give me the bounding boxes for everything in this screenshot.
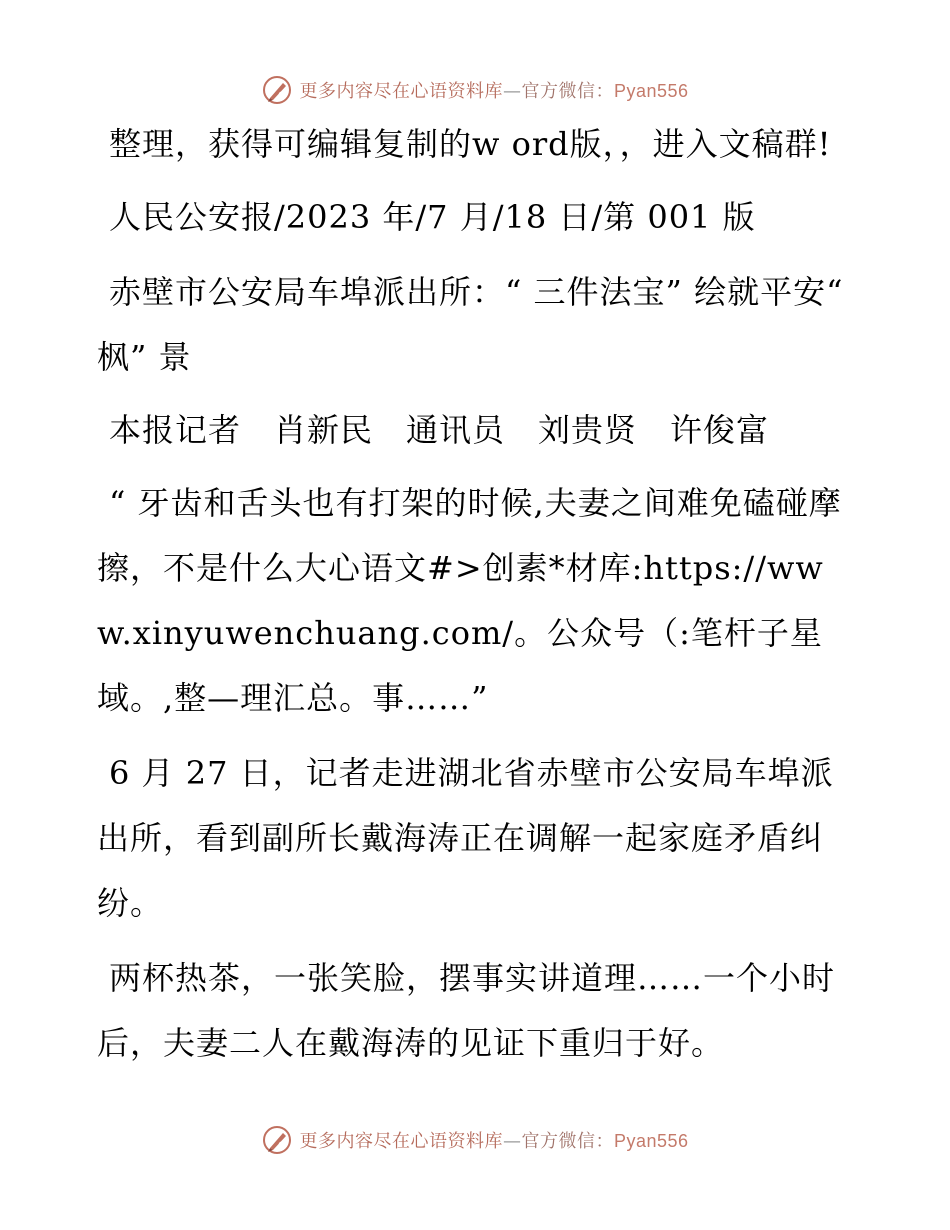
watermark-text: 更多内容尽在心语资料库—官方微信：Pyan556	[299, 1131, 689, 1152]
header-watermark	[0, 70, 950, 110]
footer-watermark	[0, 1120, 950, 1160]
quill-pen-logo-icon	[261, 1124, 293, 1156]
source-line: 人民公安报/2023 年/7 月/18 日/第 001 版	[109, 198, 756, 236]
watermark-text: 更多内容尽在心语资料库—官方微信：Pyan556	[299, 81, 689, 102]
body-paragraph-1: 6 月 27 日，记者走进湖北省赤壁市公安局车埠派出所，看到副所长戴海涛正在调解一起家庭矛盾纠纷。	[97, 754, 834, 922]
document-body	[97, 112, 857, 1076]
body-paragraph-2: 两杯热茶，一张笑脸，摆事实讲道理……一个小时后，夫妻二人在戴海涛的见证下重归于好。	[97, 959, 836, 1062]
quill-pen-logo-icon	[261, 74, 293, 106]
article-headline: 赤壁市公安局车埠派出所：“ 三件法宝” 绘就平安“ 枫” 景	[97, 273, 855, 376]
intro-paragraph: 整理，获得可编辑复制的w ord版，，进入文稿群!	[109, 125, 832, 163]
byline: 本报记者 肖新民 通讯员 刘贵贤 许俊富	[109, 411, 770, 449]
quote-paragraph: “ 牙齿和舌头也有打架的时候,夫妻之间难免磕碰摩擦，不是什么大心语文#>创素*材库:https://www.xinyuwenchuang.com/。公众号（:笔杆子星域。,整—理汇总。事……”	[97, 484, 842, 717]
